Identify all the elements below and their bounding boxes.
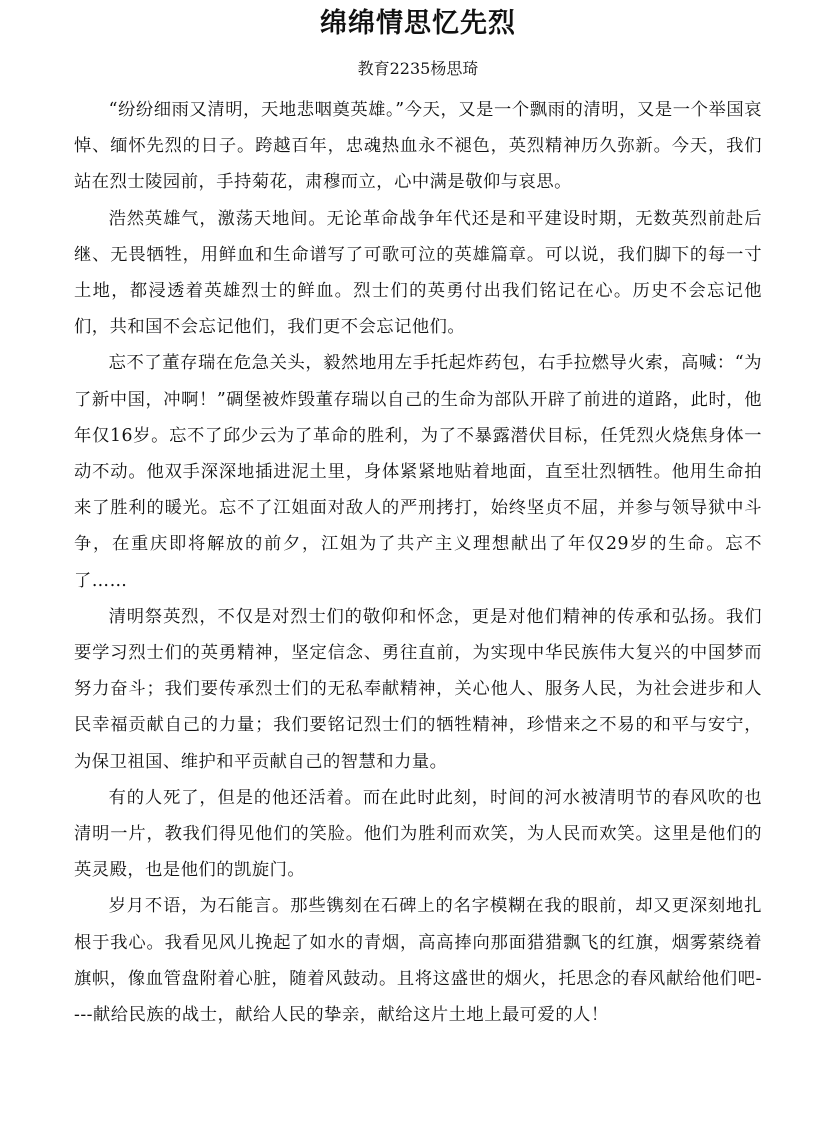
paragraph-3: 忘不了董存瑞在危急关头，毅然地用左手托起炸药包，右手拉燃导火索，高喊：“为了新中国，冲啊！”碉堡被炸毁董存瑞以自己的生命为部队开辟了前进的道路，此时，他年仅16岁。忘不了邱少云为了革命的胜利，为了不暴露潜伏目标，任凭烈火烧焦身体一动不动。他双手深深地插进泥土里，身体紧紧地贴着地面，直至壮烈牺牲。他用生命拍来了胜利的暖光。忘不了江姐面对敌人的严刑拷打，始终坚贞不屈，并参与领导狱中斗争，在重庆即将解放的前夕，江姐为了共产主义理想献出了年仅29岁的生命。忘不了…… <box>74 353 762 591</box>
author-line: 教育2235杨思琦 <box>357 59 479 78</box>
paragraph-5: 有的人死了，但是的他还活着。而在此时此刻，时间的河水被清明节的春风吹的也清明一片，教我们得见他们的笑脸。他们为胜利而欢笑，为人民而欢笑。这里是他们的英灵殿，也是他们的凯旋门。 <box>74 787 762 881</box>
paragraph-2: 浩然英雄气，激荡天地间。无论革命战争年代还是和平建设时期，无数英烈前赴后继、无畏牺牲，用鲜血和生命谱写了可歌可泣的英雄篇章。可以说，我们脚下的每一寸土地，都浸透着英雄烈士的鲜血。烈士们的英勇付出我们铭记在心。历史不会忘记他们，共和国不会忘记他们，我们更不会忘记他们。 <box>74 208 762 338</box>
paragraph-6: 岁月不语，为石能言。那些镌刻在石碑上的名字模糊在我的眼前，却又更深刻地扎根于我心。我看见风儿挽起了如水的青烟，高高捧向那面猎猎飘飞的红旗，烟雾萦绕着旗帜，像血管盘附着心脏，随着风鼓动。且将这盛世的烟火，托思念的春风献给他们吧----献给民族的战士，献给人民的挚亲，献给这片土地上最可爱的人！ <box>74 896 762 1026</box>
paragraph-4: 清明祭英烈，不仅是对烈士们的敬仰和怀念，更是对他们精神的传承和弘扬。我们要学习烈士们的英勇精神，坚定信念、勇往直前，为实现中华民族伟大复兴的中国梦而努力奋斗；我们要传承烈士们的无私奉献精神，关心他人、服务人民，为社会进步和人民幸福贡献自己的力量；我们要铭记烈士们的牺牲精神，珍惜来之不易的和平与安宁，为保卫祖国、维护和平贡献自己的智慧和力量。 <box>74 606 762 772</box>
paragraph-1: “纷纷细雨又清明，天地悲咽奠英雄。”今天，又是一个飘雨的清明，又是一个举国哀悼、缅怀先烈的日子。跨越百年，忠魂热血永不褪色，英烈精神历久弥新。今天，我们站在烈士陵园前，手持菊花，肃穆而立，心中满是敬仰与哀思。 <box>74 100 762 193</box>
document-title: 绵绵情思忆先烈 <box>320 8 516 39</box>
